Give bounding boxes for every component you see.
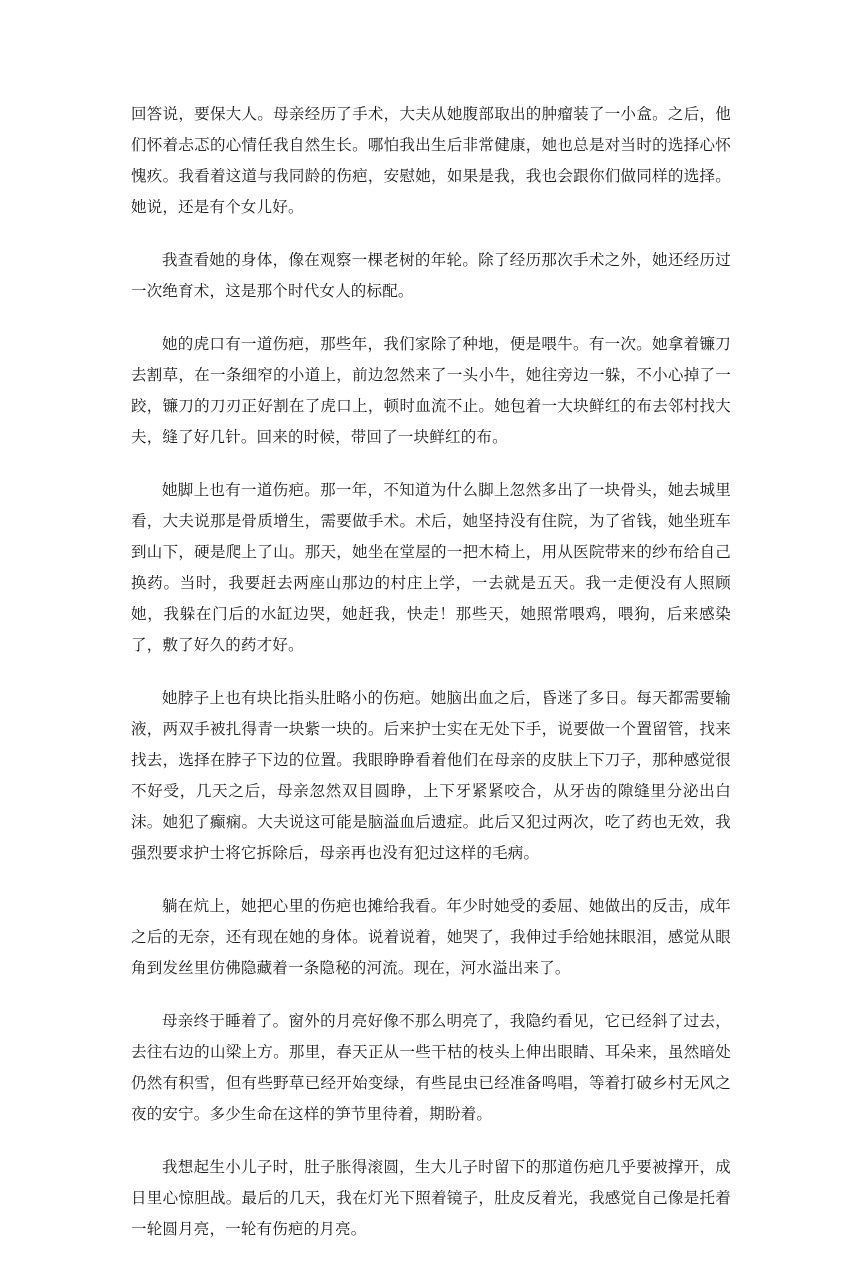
paragraph-3: 她的虎口有一道伤疤，那些年，我们家除了种地，便是喂牛。有一次。她拿着镰刀去割草，在一条细窄的小道上，前边忽然来了一头小牛，她往旁边一躲，不小心掉了一跤，镰刀的刀刃正好割在了虎口上，顿时血流不止。她包着一大块鲜红的布去邻村找大夫，缝了好几针。回来的时候，带回了一块鲜红的布。 (131, 335, 731, 446)
paragraph-4: 她脚上也有一道伤疤。那一年，不知道为什么脚上忽然多出了一块骨头，她去城里看，大夫说那是骨质增生，需要做手术。术后，她坚持没有住院，为了省钱，她坐班车到山下，硬是爬上了山。那天，她坐在堂屋的一把木椅上，用从医院带来的纱布给自己换药。当时，我要赶去两座山那边的村庄上学，一去就是五天。我一走便没有人照顾她，我躲在门后的水缸边哭，她赶我，快走！那些天，她照常喂鸡，喂狗，后来感染了，敷了好久的药才好。 (131, 481, 731, 654)
paragraph-8: 我想起生小儿子时，肚子胀得滚圆，生大儿子时留下的那道伤疤几乎要被撑开，成日里心惊胆战。最后的几天，我在灯光下照着镜子，肚皮反着光，我感觉自己像是托着一轮圆月亮，一轮有伤疤的月亮。 (131, 1158, 731, 1238)
paragraph-6: 躺在炕上，她把心里的伤疤也摊给我看。年少时她受的委屈、她做出的反击，成年之后的无奈，还有现在她的身体。说着说着，她哭了，我伸过手给她抹眼泪，感觉从眼角到发丝里仿佛隐藏着一条隐秘的河流。现在，河水溢出来了。 (131, 897, 731, 977)
paragraph-7: 母亲终于睡着了。窗外的月亮好像不那么明亮了，我隐约看见，它已经斜了过去，去往右边的山梁上方。那里，春天正从一些干枯的枝头上伸出眼睛、耳朵来，虽然暗处仍然有积雪，但有些野草已经开始变绿，有些昆虫已经准备鸣唱，等着打破乡村无风之夜的安宁。多少生命在这样的笋节里待着，期盼着。 (131, 1012, 731, 1123)
paragraph-1: 回答说，要保大人。母亲经历了手术，大夫从她腹部取出的肿瘤装了一小盒。之后，他们怀着忐忑的心情任我自然生长。哪怕我出生后非常健康，她也总是对当时的选择心怀愧疚。我看着这道与我同龄的伤疤，安慰她，如果是我，我也会跟你们做同样的选择。她说，还是有个女儿好。 (131, 105, 731, 216)
paragraph-5: 她脖子上也有块比指头肚略小的伤疤。她脑出血之后，昏迷了多日。每天都需要输液，两双手被扎得青一块紫一块的。后来护士实在无处下手，说要做一个置留管，找来找去，选择在脖子下边的位置。我眼睁睁看着他们在母亲的皮肤上下刀子，那种感觉很不好受，几天之后，母亲忽然双目圆睁，上下牙紧紧咬合，从牙齿的隙缝里分泌出白沫。她犯了癫痫。大夫说这可能是脑溢血后遗症。此后又犯过两次，吃了药也无效，我强烈要求护士将它拆除后，母亲再也没有犯过这样的毛病。 (131, 689, 731, 862)
paragraph-2: 我查看她的身体，像在观察一棵老树的年轮。除了经历那次手术之外，她还经历过一次绝育术，这是那个时代女人的标配。 (131, 251, 731, 300)
document-body (131, 99, 731, 1267)
